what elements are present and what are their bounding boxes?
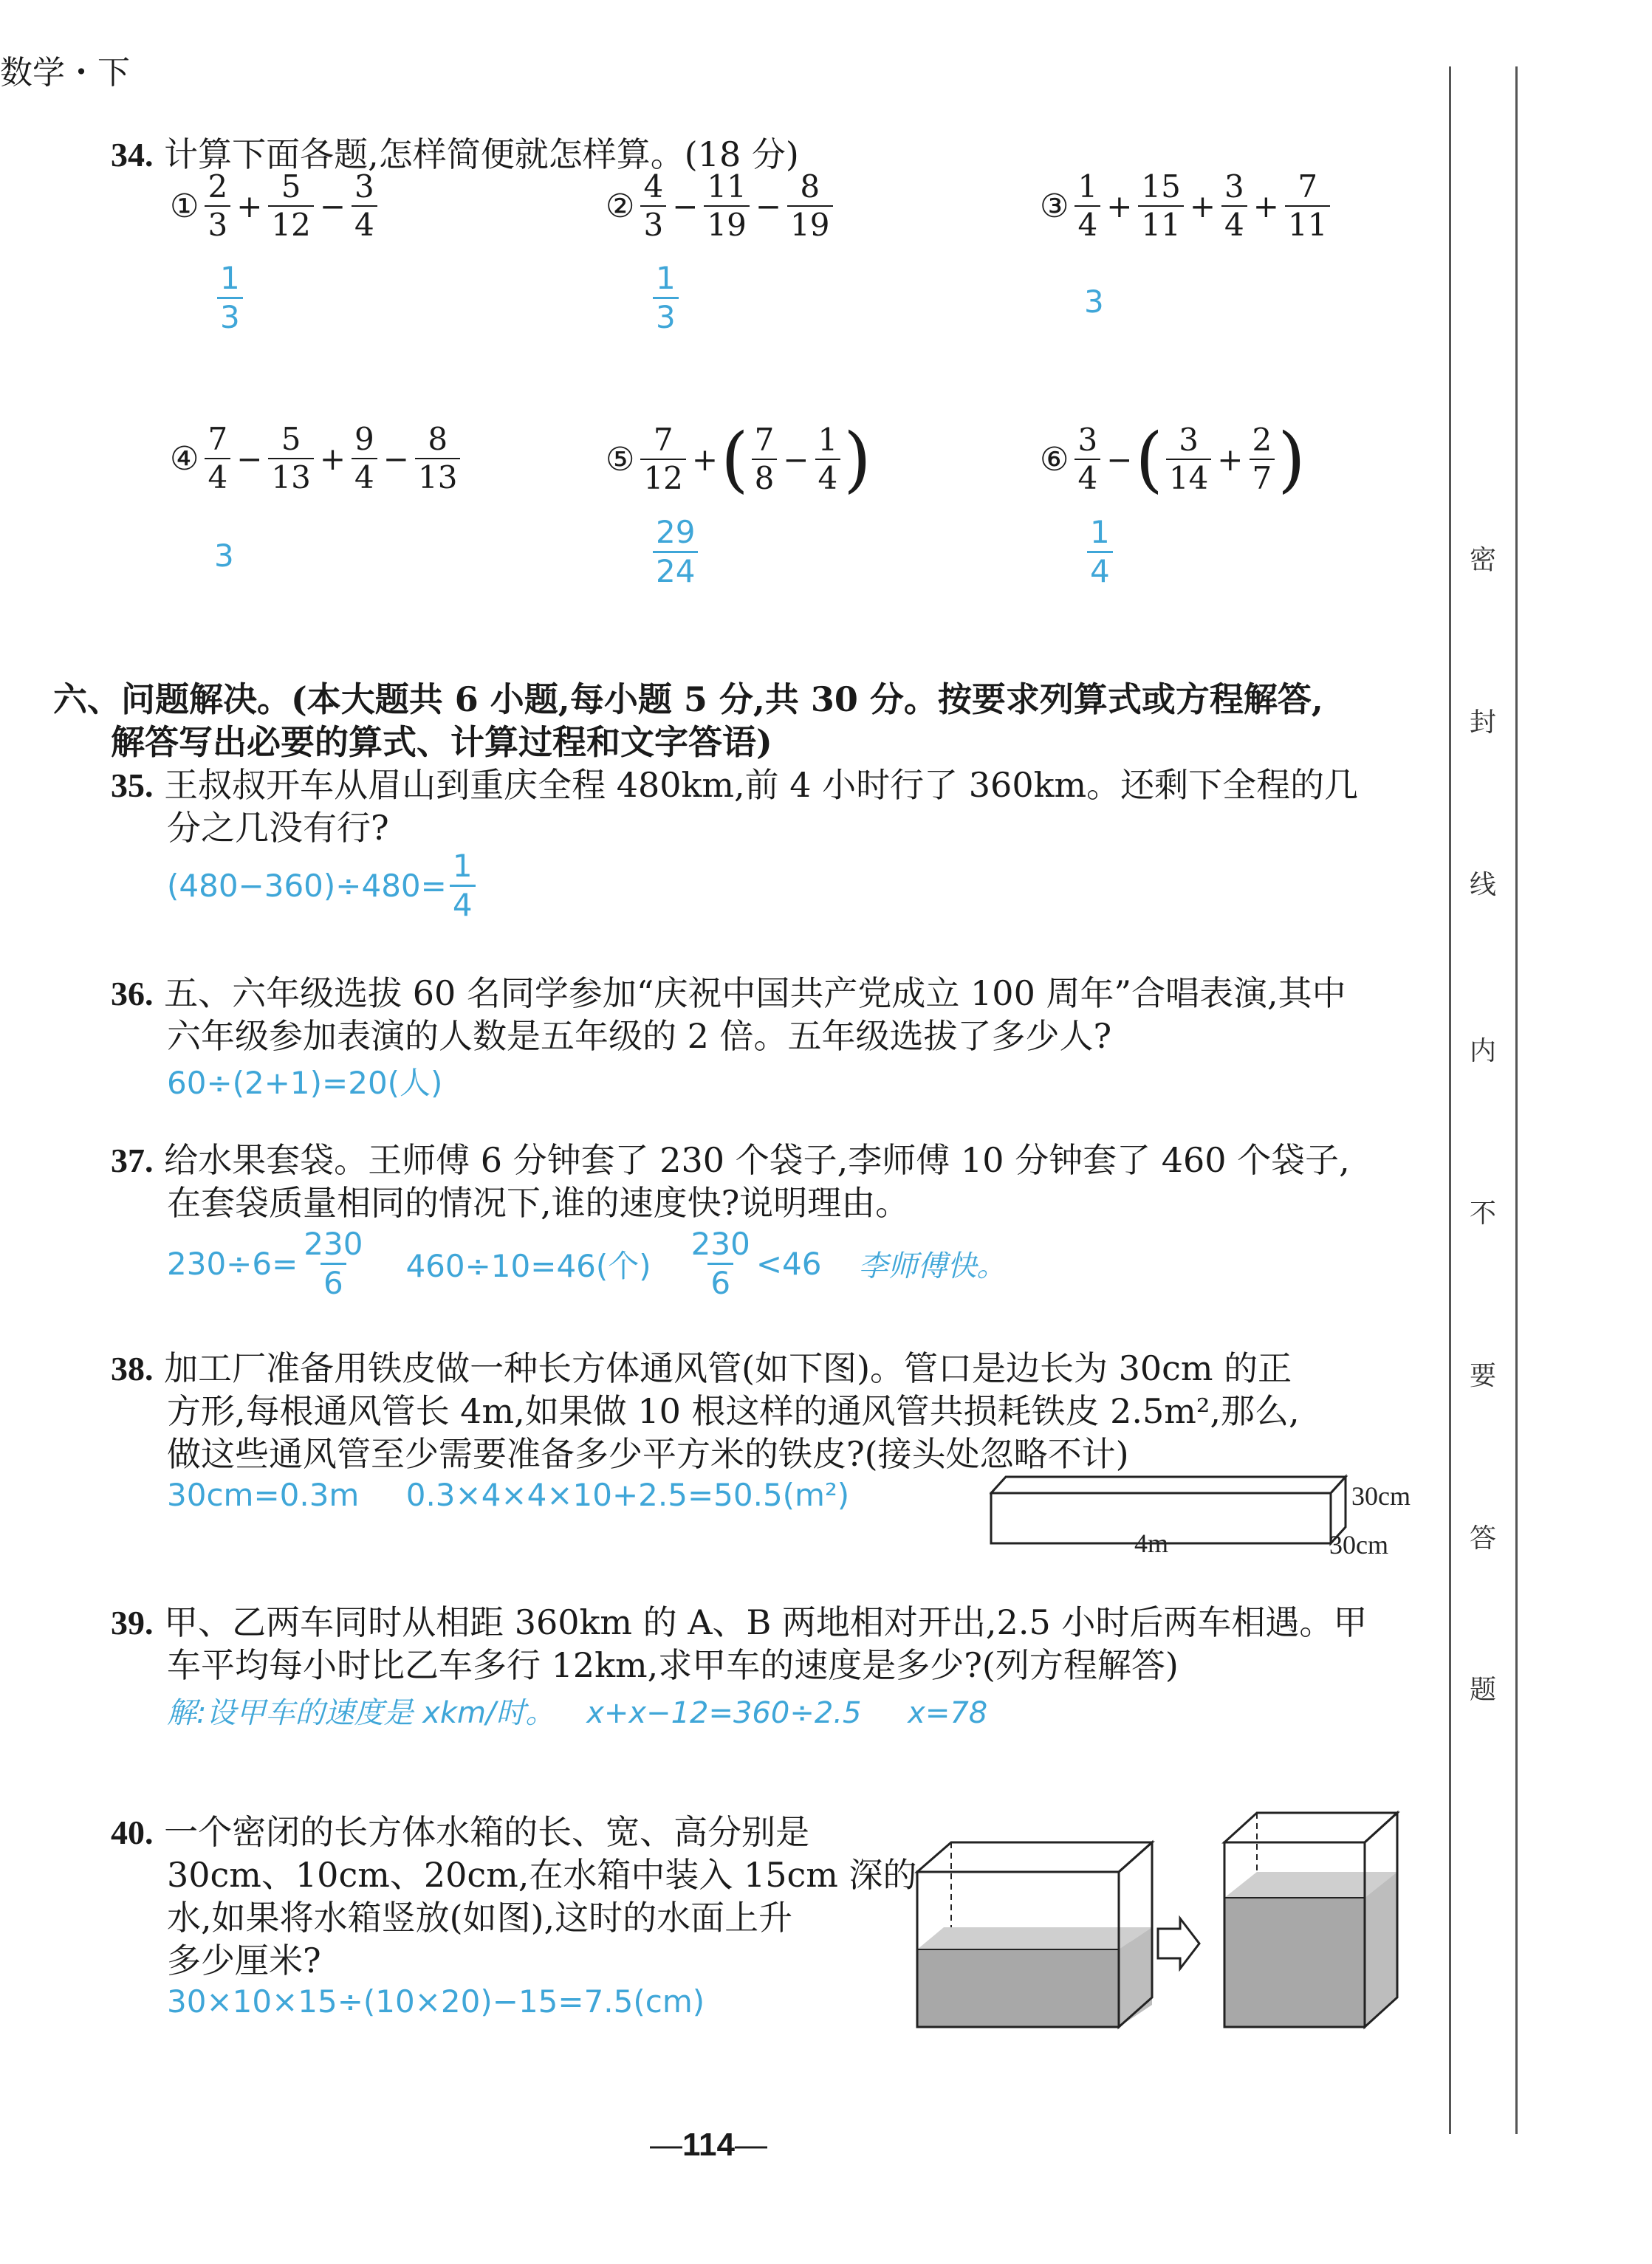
q37-answer-a: 230÷6= (167, 1246, 298, 1282)
q34-number: 34. (111, 136, 154, 174)
duct-width-label: 30cm (1329, 1530, 1388, 1560)
q34-fraction-den: 4 (1075, 205, 1100, 241)
q34-operator: ) (1278, 418, 1306, 501)
q34-fraction (205, 168, 230, 243)
seal-char: 内 (1470, 1036, 1497, 1066)
q34-fraction-den: 4 (352, 205, 377, 241)
q34-operator: − (319, 188, 346, 224)
q34-fraction-num: 1 (818, 422, 838, 458)
q34-fraction-den: 3 (205, 205, 230, 241)
q34-operator: − (1106, 441, 1133, 478)
q34-fraction (352, 168, 377, 243)
q34-item-mark: ⑥ (1040, 440, 1069, 478)
q35-line1: 王叔叔开车从眉山到重庆全程 480km,前 4 小时行了 360km。还剩下全程的几 (164, 765, 1359, 805)
tank-horizontal (917, 1842, 1152, 2027)
q34-operator: + (691, 441, 719, 478)
q35-answer-frac (450, 848, 476, 923)
q34-operator: + (1106, 188, 1133, 224)
q34-answer-den: 4 (1087, 551, 1113, 587)
q34-answer-fraction (1087, 514, 1113, 589)
q34-operator: ( (721, 418, 749, 501)
q40-tank-figure (908, 1802, 1440, 2045)
q34-fraction-num: 1 (1077, 168, 1098, 205)
q34-fraction-den: 12 (640, 459, 685, 494)
q38-number: 38. (111, 1350, 154, 1387)
q34-operator: − (755, 188, 782, 224)
q34-fraction-num: 7 (754, 422, 775, 458)
q34-fraction-num: 7 (208, 421, 228, 457)
q34-fraction-den: 11 (1285, 205, 1330, 241)
q38-answer-a: 30cm=0.3m (167, 1477, 360, 1513)
q39-answer-a: 解:设甲车的速度是 xkm/时。 (167, 1696, 555, 1730)
q34-operator: ) (843, 418, 871, 501)
q34-fraction-num: 3 (354, 168, 374, 205)
q34-fraction (268, 168, 313, 243)
q34-fraction-den: 11 (1138, 205, 1183, 241)
q34-operator: + (319, 440, 346, 477)
page-number: —114— (650, 2127, 767, 2163)
q40-line3: 水,如果将水箱竖放(如图),这时的水面上升 (167, 1898, 793, 1938)
q34-expression (603, 418, 871, 501)
q34-text: 计算下面各题,怎样简便就怎样算。(18 分) (164, 134, 799, 174)
q34-fraction-den: 4 (815, 459, 841, 494)
q34-operator: − (236, 440, 263, 477)
q34-expression (1037, 168, 1333, 243)
q35-frac-den: 4 (450, 885, 476, 921)
q34-fraction (640, 168, 666, 243)
seal-char: 要 (1470, 1361, 1497, 1391)
q34-fraction-den: 12 (268, 205, 313, 241)
q37-question (111, 1139, 1350, 1182)
q35-question (111, 764, 1358, 807)
q36-line1: 五、六年级选拔 60 名同学参加“庆祝中国共产党成立 100 周年”合唱表演,其中 (164, 973, 1346, 1013)
q34-fraction (415, 421, 460, 495)
q34-fraction-num: 3 (1224, 168, 1244, 205)
q34-fraction-den: 4 (1221, 205, 1247, 241)
q38-answer-b: 0.3×4×4×10+2.5=50.5(m²) (405, 1477, 850, 1513)
q34-fraction-num: 2 (1252, 422, 1272, 458)
q34-answer: 3 (1084, 284, 1104, 320)
q34-fraction (1285, 168, 1330, 243)
q34-fraction-den: 14 (1166, 459, 1211, 494)
seal-char: 密 (1470, 545, 1497, 575)
q38-question (111, 1347, 1292, 1390)
q37-line1: 给水果套袋。王师傅 6 分钟套了 230 个袋子,李师傅 10 分钟套了 460 个袋子, (164, 1140, 1350, 1180)
q34-fraction-num: 8 (800, 168, 820, 205)
q34-fraction (1166, 422, 1211, 496)
q34-fraction (352, 421, 377, 495)
q39-number: 39. (111, 1604, 154, 1642)
q34-fraction-num: 15 (1141, 168, 1181, 205)
q34-expression (167, 421, 463, 495)
q34-item-mark: ④ (170, 439, 199, 478)
q34-answer-den: 3 (217, 297, 243, 333)
seal-char: 线 (1470, 870, 1497, 900)
q34-fraction (787, 168, 832, 243)
q34-fraction (1075, 168, 1100, 243)
q40-line4: 多少厘米? (167, 1941, 321, 1980)
q34-answer (1084, 514, 1116, 589)
q37-answer-frac-a (301, 1226, 366, 1301)
q40-answer: 30×10×15÷(10×20)−15=7.5(cm) (167, 1983, 705, 2020)
q38-answer (167, 1477, 849, 1513)
q38-line3: 做这些通风管至少需要准备多少平方米的铁皮?(接头处忽略不计) (167, 1434, 1129, 1474)
q36-number: 36. (111, 975, 154, 1012)
q34-fraction-den: 19 (704, 205, 749, 241)
duct-top (991, 1477, 1346, 1493)
page-number-value: 114 (682, 2127, 735, 2163)
q34-expression (167, 168, 380, 243)
section6-title-2: 解答写出必要的算式、计算过程和文字答语) (111, 722, 772, 762)
q38-line1: 加工厂准备用铁皮做一种长方体通风管(如下图)。管口是边长为 30cm 的正 (164, 1348, 1292, 1388)
q34-fraction-num: 5 (281, 421, 301, 457)
q39-line2: 车平均每小时比乙车多行 12km,求甲车的速度是多少?(列方程解答) (167, 1645, 1179, 1685)
q34-operator: − (783, 441, 809, 478)
q34-fraction-num: 8 (428, 421, 448, 457)
q34-fraction-num: 9 (354, 421, 374, 457)
q34-answer-num: 1 (220, 260, 240, 296)
q34-fraction (268, 421, 313, 495)
q34-operator: + (1252, 188, 1279, 224)
q40-line2: 30cm、10cm、20cm,在水箱中装入 15cm 深的 (167, 1855, 917, 1895)
q37-frac-a-num: 230 (304, 1226, 363, 1262)
q36-question (111, 972, 1346, 1015)
duct-height-label: 30cm (1351, 1481, 1411, 1511)
q37-number: 37. (111, 1142, 154, 1179)
seal-char: 不 (1470, 1198, 1497, 1229)
q34-item-mark: ② (606, 187, 635, 225)
q34-operator: + (1217, 441, 1244, 478)
seal-char: 题 (1470, 1675, 1497, 1705)
q34-answer: 3 (214, 538, 234, 574)
arrow-right-icon (1158, 1918, 1199, 1969)
q37-answer-c: <46 (755, 1246, 822, 1282)
q34-answer-den: 3 (653, 297, 679, 333)
q35-line2: 分之几没有行? (167, 808, 389, 848)
q37-frac-c-num: 230 (690, 1226, 750, 1262)
q38-line2: 方形,每根通风管长 4m,如果做 10 根这样的通风管共损耗铁皮 2.5m²,那么, (167, 1391, 1300, 1431)
q37-frac-c-den: 6 (707, 1263, 733, 1299)
q40-number: 40. (111, 1814, 154, 1851)
q34-fraction-den: 7 (1250, 459, 1275, 494)
duct-length-label: 4m (1134, 1529, 1169, 1558)
q34-answer (650, 514, 701, 589)
q34-fraction-num: 7 (1298, 168, 1318, 205)
q34-answer-num: 1 (656, 260, 676, 296)
q34-fraction (815, 422, 841, 496)
q34-fraction-den: 13 (415, 458, 460, 493)
q35-frac-num: 1 (452, 848, 473, 884)
q34-fraction (1221, 168, 1247, 243)
q35-number: 35. (111, 766, 154, 804)
q34-fraction-den: 8 (752, 459, 778, 494)
q34-operator: − (383, 440, 409, 477)
q39-answer-b: x+x−12=360÷2.5 (586, 1696, 862, 1730)
q34-answer-fraction (653, 260, 679, 335)
tank-vertical (1224, 1813, 1397, 2027)
q34-fraction-den: 13 (268, 458, 313, 493)
binding-line-left (1449, 66, 1451, 2134)
q34-fraction (1250, 422, 1275, 496)
q34-operator: ( (1135, 418, 1163, 501)
q36-answer: 60÷(2+1)=20(人) (167, 1065, 443, 1101)
q36-line2: 六年级参加表演的人数是五年级的 2 倍。五年级选拔了多少人? (167, 1016, 1112, 1056)
q34-fraction-num: 5 (281, 168, 301, 205)
q34-expression (1037, 418, 1306, 501)
q34-operator: + (1189, 188, 1216, 224)
q34-fraction-num: 3 (1077, 422, 1098, 458)
q34-fraction (752, 422, 778, 496)
q39-answer-c: x=78 (908, 1696, 988, 1730)
q37-line2: 在套袋质量相同的情况下,谁的速度快?说明理由。 (167, 1183, 910, 1223)
q34-fraction (704, 168, 749, 243)
q34-answer-fraction (217, 260, 243, 335)
q34-fraction-num: 11 (707, 168, 747, 205)
q38-duct-figure (990, 1469, 1433, 1565)
q34-answer (650, 260, 682, 335)
q34-fraction-num: 4 (643, 168, 664, 205)
q34-answer-fraction (653, 514, 698, 589)
q34-fraction (640, 422, 685, 496)
q39-question (111, 1601, 1367, 1644)
q37-answer-frac-c (688, 1226, 753, 1301)
q34-operator: + (236, 188, 263, 224)
binding-line-right (1515, 66, 1518, 2134)
q34-fraction-num: 2 (208, 168, 228, 205)
q34-fraction-den: 4 (205, 458, 230, 493)
q40-line1: 一个密闭的长方体水箱的长、宽、高分别是 (164, 1812, 810, 1852)
q34-fraction-den: 19 (787, 205, 832, 241)
seal-char: 答 (1470, 1523, 1497, 1554)
q34-answer (214, 260, 246, 335)
section6-title: 六、问题解决。(本大题共 6 小题,每小题 5 分,共 30 分。按要求列算式或方程解答, (53, 679, 1323, 719)
q37-answer-b: 460÷10=46(个) (405, 1247, 651, 1284)
q35-answer (167, 848, 479, 923)
q34-fraction-den: 4 (1075, 459, 1100, 494)
q34-answer-num: 29 (656, 514, 696, 550)
q34-fraction (1138, 168, 1183, 243)
q40-question (111, 1811, 809, 1854)
q39-answer (167, 1690, 987, 1732)
q39-line1: 甲、乙两车同时从相距 360km 的 A、B 两地相对开出,2.5 小时后两车相遇。甲 (164, 1602, 1368, 1642)
q37-answer-d: 李师傅快。 (858, 1249, 1007, 1283)
book-header: 数学・下 (0, 54, 130, 92)
q35-answer-text: (480−360)÷480= (167, 868, 447, 904)
q34-fraction-den: 3 (640, 205, 666, 241)
q34-fraction (205, 421, 230, 495)
q37-answer (167, 1226, 1007, 1301)
q34-fraction-num: 3 (1179, 422, 1199, 458)
q34-fraction-den: 4 (352, 458, 377, 493)
q34-answer-num: 1 (1090, 514, 1110, 550)
q34-fraction-num: 7 (653, 422, 674, 458)
q34-answer-den: 24 (653, 551, 698, 587)
q34-fraction (1075, 422, 1100, 496)
q37-frac-a-den: 6 (321, 1263, 346, 1299)
seal-char: 封 (1470, 707, 1497, 738)
q34-expression (603, 168, 836, 243)
q34-item-mark: ⑤ (606, 440, 635, 478)
q34-item-mark: ① (170, 187, 199, 225)
q34-item-mark: ③ (1040, 187, 1069, 225)
q34-operator: − (672, 188, 699, 224)
